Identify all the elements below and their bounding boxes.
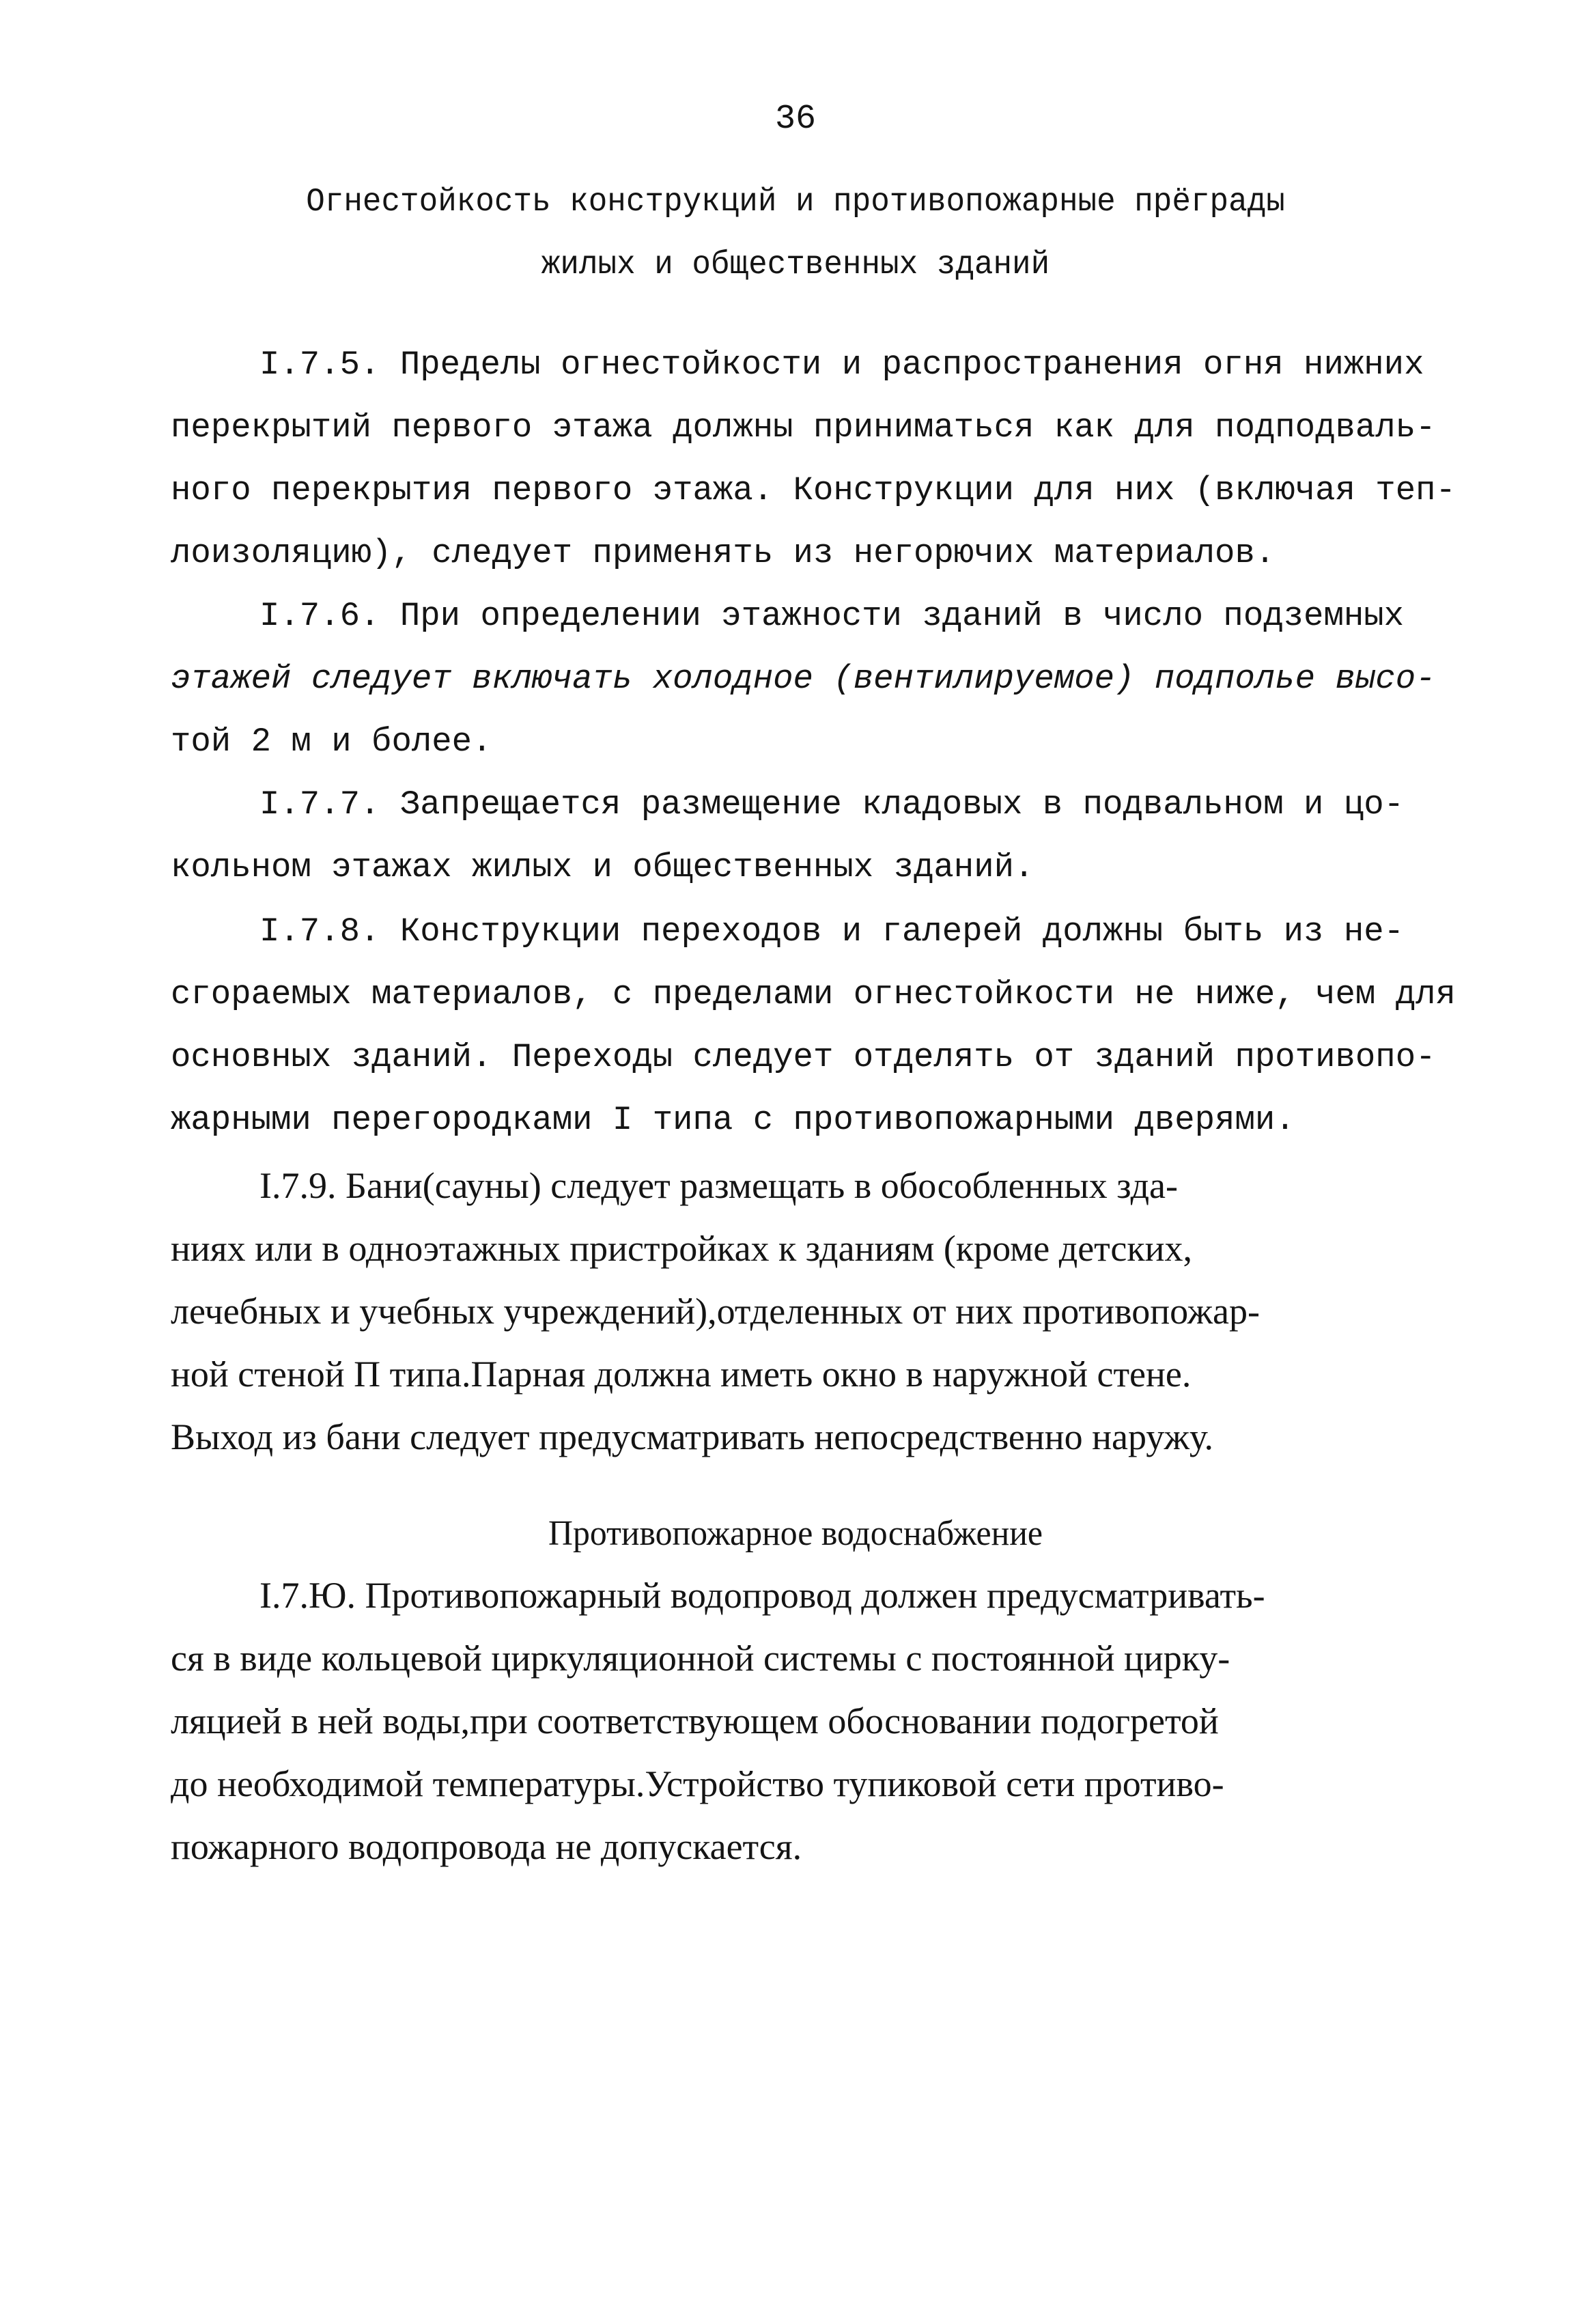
paragraph-1-7-10-line-4: до необходимой температуры.Устройство тупиковой сети противо- — [171, 1763, 1224, 1804]
paragraph-1-7-6-line-1: I.7.6. При определении этажности зданий в число подземных — [259, 597, 1405, 635]
paragraph-1-7-10-line-1: I.7.Ю. Противопожарный водопровод должен предусматривать- — [259, 1575, 1265, 1616]
paragraph-1-7-7-line-2: кольном этажах жилых и общественных зданий. — [171, 848, 1034, 886]
paragraph-1-7-9-line-3: лечебных и учебных учреждений),отделенных от них противопожар- — [171, 1291, 1261, 1332]
paragraph-1-7-10-line-2: ся в виде кольцевой циркуляционной системы с постоянной цирку- — [171, 1638, 1230, 1679]
paragraph-1-7-9-line-1: I.7.9. Бани(сауны) следует размещать в обособленных зда- — [259, 1165, 1178, 1206]
section-heading-line-1: Огнестойкость конструкций и противопожарные прёграды — [306, 184, 1285, 221]
paragraph-1-7-5-line-2: перекрытий первого этажа должны приниматься как для подподваль- — [171, 408, 1436, 447]
paragraph-1-7-5-line-1: I.7.5. Пределы огнестойкости и распространения огня нижних — [259, 346, 1424, 384]
paragraph-1-7-8-line-1: I.7.8. Конструкции переходов и галерей должны быть из не- — [259, 912, 1405, 951]
paragraph-1-7-5-line-4: лоизоляцию), следует применять из негорючих материалов. — [171, 534, 1276, 572]
paragraph-1-7-8-line-3: основных зданий. Переходы следует отделять от зданий противопо- — [171, 1038, 1436, 1076]
paragraph-1-7-5-line-3: ного перекрытия первого этажа. Конструкции для них (включая теп- — [171, 471, 1456, 509]
paragraph-1-7-6-line-3: той 2 м и более. — [171, 723, 492, 761]
paragraph-1-7-9-line-2: ниях или в одноэтажных пристройках к зданиям (кроме детских, — [171, 1228, 1193, 1269]
paragraph-1-7-8-line-4: жарными перегородками I типа с противопожарными дверями. — [171, 1101, 1295, 1139]
paragraph-1-7-8-line-2: сгораемых материалов, с пределами огнестойкости не ниже, чем для — [171, 975, 1456, 1013]
paragraph-1-7-6-line-2: этажей следует включать холодное (вентилируемое) подполье высо- — [171, 660, 1436, 698]
section-heading-line-2: жилых и общественных зданий — [541, 247, 1050, 283]
paragraph-1-7-9-line-5: Выход из бани следует предусматривать непосредственно наружу. — [171, 1416, 1214, 1457]
paragraph-1-7-7-line-1: I.7.7. Запрещается размещение кладовых в подвальном и цо- — [259, 785, 1405, 824]
paragraph-1-7-10-line-3: ляцией в ней воды,при соответствующем обосновании подогретой — [171, 1700, 1219, 1741]
page-number: 36 — [774, 100, 816, 139]
paragraph-1-7-9-line-4: ной стеной П типа.Парная должна иметь окно в наружной стене. — [171, 1354, 1192, 1395]
section-heading-water-supply: Противопожарное водоснабжение — [548, 1514, 1043, 1553]
paragraph-1-7-10-line-5: пожарного водопровода не допускается. — [171, 1826, 802, 1867]
